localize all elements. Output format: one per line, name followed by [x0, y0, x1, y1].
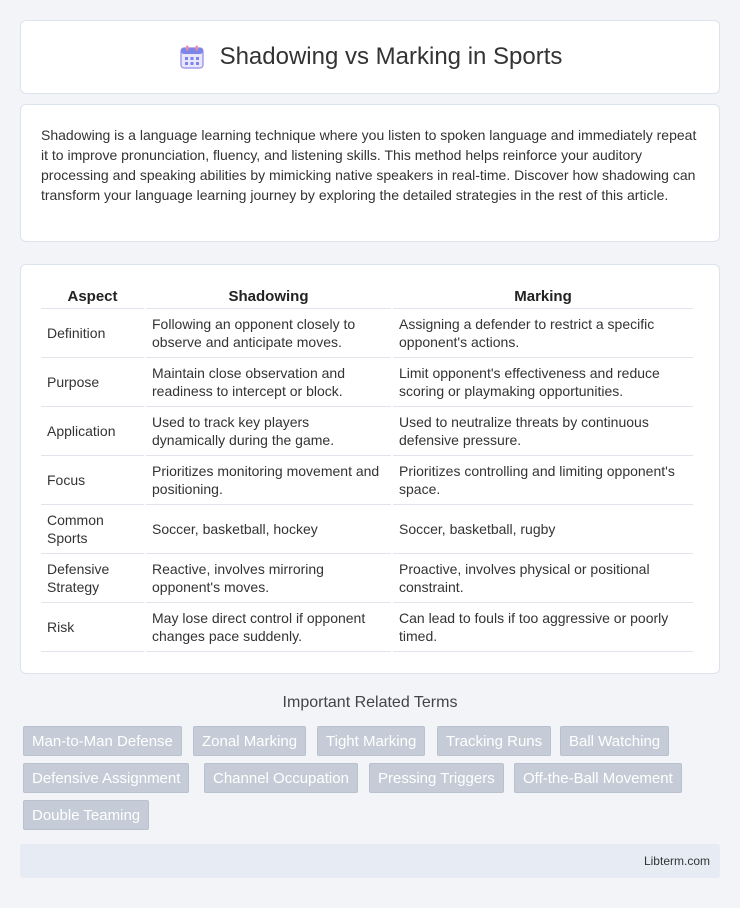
marking-cell: Can lead to fouls if too aggressive or poorly timed. — [393, 603, 693, 652]
footer-site-link[interactable]: Libterm.com — [643, 854, 710, 868]
tag-tight-marking[interactable]: Tight Marking — [317, 726, 425, 756]
marking-cell: Soccer, basketball, rugby — [393, 505, 693, 554]
shadowing-cell: Reactive, involves mirroring opponent's moves. — [146, 554, 391, 603]
shadowing-cell: Used to track key players dynamically during the game. — [146, 407, 391, 456]
table-header-row — [41, 285, 693, 309]
tag-tracking-runs[interactable]: Tracking Runs — [437, 726, 551, 756]
shadowing-cell: Prioritizes monitoring movement and positioning. — [146, 456, 391, 505]
tag-zonal-marking[interactable]: Zonal Marking — [193, 726, 306, 756]
table-row — [41, 554, 693, 603]
aspect-cell: Defensive Strategy — [41, 554, 144, 603]
shadowing-cell: Soccer, basketball, hockey — [146, 505, 391, 554]
page-title: Shadowing vs Marking in Sports — [219, 43, 563, 70]
marking-cell: Prioritizes controlling and limiting opponent's space. — [393, 456, 693, 505]
header-card — [20, 20, 720, 94]
table-row — [41, 505, 693, 554]
marking-cell: Limit opponent's effectiveness and reduce scoring or playmaking opportunities. — [393, 358, 693, 407]
tag-defensive-assignment[interactable]: Defensive Assignment — [23, 763, 189, 793]
aspect-cell: Purpose — [41, 358, 144, 407]
footer — [20, 844, 720, 878]
tag-ball-watching[interactable]: Ball Watching — [560, 726, 669, 756]
tag-off-the-ball-movement[interactable]: Off-the-Ball Movement — [514, 763, 682, 793]
comparison-table — [39, 285, 695, 652]
column-header-shadowing: Shadowing — [146, 285, 391, 309]
aspect-cell: Focus — [41, 456, 144, 505]
tag-double-teaming[interactable]: Double Teaming — [23, 800, 149, 830]
shadowing-cell: Maintain close observation and readiness to intercept or block. — [146, 358, 391, 407]
table-row — [41, 603, 693, 652]
table-row — [41, 358, 693, 407]
marking-cell: Used to neutralize threats by continuous defensive pressure. — [393, 407, 693, 456]
column-header-marking: Marking — [393, 285, 693, 309]
aspect-cell: Risk — [41, 603, 144, 652]
marking-cell: Proactive, involves physical or positional constraint. — [393, 554, 693, 603]
marking-cell: Assigning a defender to restrict a specific opponent's actions. — [393, 309, 693, 358]
tag-pressing-triggers[interactable]: Pressing Triggers — [369, 763, 504, 793]
shadowing-cell: Following an opponent closely to observe and anticipate moves. — [146, 309, 391, 358]
aspect-cell: Common Sports — [41, 505, 144, 554]
aspect-cell: Definition — [41, 309, 144, 358]
calendar-icon — [178, 43, 206, 71]
tag-man-to-man-defense[interactable]: Man-to-Man Defense — [23, 726, 182, 756]
column-header-aspect: Aspect — [41, 285, 144, 309]
tag-channel-occupation[interactable]: Channel Occupation — [204, 763, 358, 793]
table-row — [41, 456, 693, 505]
table-row — [41, 309, 693, 358]
comparison-table-card — [20, 264, 720, 674]
intro-card — [20, 104, 720, 242]
shadowing-cell: May lose direct control if opponent changes pace suddenly. — [146, 603, 391, 652]
intro-text: Shadowing is a language learning technique where you listen to spoken language and immediately repeat it to improve pronunciation, fluency, and listening skills. This method helps reinforce your auditory processing and speaking abilities by mimicking native speakers in real-time. Discover how shadowing can transform your language learning journey by exploring the detailed strategies in the rest of this article. — [41, 127, 697, 203]
related-terms-title: Important Related Terms — [282, 694, 458, 711]
aspect-cell: Application — [41, 407, 144, 456]
table-row — [41, 407, 693, 456]
